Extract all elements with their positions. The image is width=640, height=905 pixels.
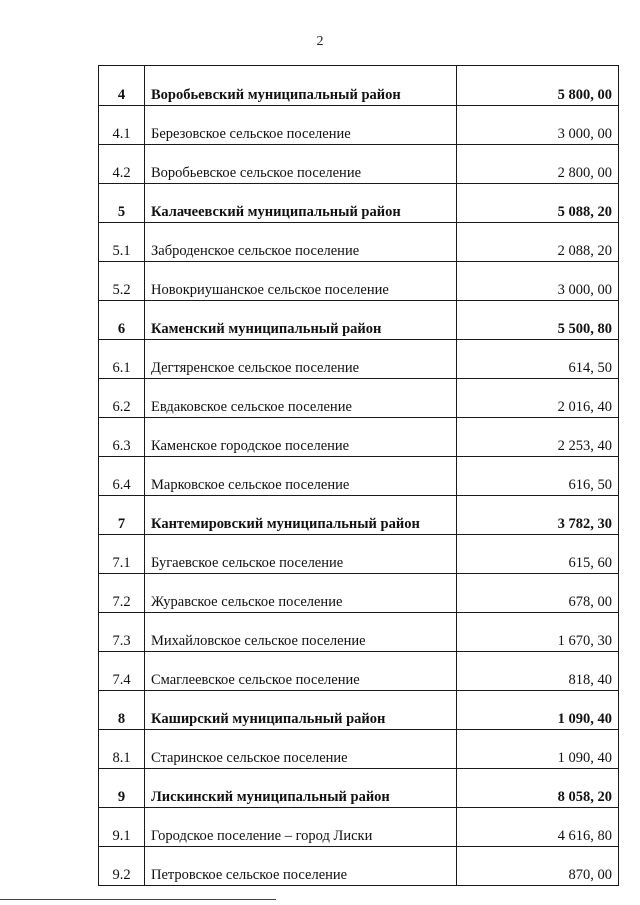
row-number: 5.2 bbox=[99, 262, 145, 301]
settlement-name: Старинское сельское поселение bbox=[145, 730, 457, 769]
row-number: 4.1 bbox=[99, 106, 145, 145]
settlement-row bbox=[99, 340, 619, 379]
district-row bbox=[99, 691, 619, 730]
allocation-amount: 2 800, 00 bbox=[457, 145, 619, 184]
settlement-name: Воробьевское сельское поселение bbox=[145, 145, 457, 184]
row-number: 5 bbox=[99, 184, 145, 223]
allocation-amount: 3 000, 00 bbox=[457, 262, 619, 301]
row-number: 6 bbox=[99, 301, 145, 340]
settlement-name: Городское поселение – город Лиски bbox=[145, 808, 457, 847]
settlement-name: Смаглеевское сельское поселение bbox=[145, 652, 457, 691]
settlement-row bbox=[99, 730, 619, 769]
settlement-name: Заброденское сельское поселение bbox=[145, 223, 457, 262]
settlement-row bbox=[99, 847, 619, 886]
settlement-row bbox=[99, 535, 619, 574]
row-number: 6.1 bbox=[99, 340, 145, 379]
allocation-amount: 3 782, 30 bbox=[457, 496, 619, 535]
allocation-amount: 4 616, 80 bbox=[457, 808, 619, 847]
allocation-amount: 1 670, 30 bbox=[457, 613, 619, 652]
row-number: 7.1 bbox=[99, 535, 145, 574]
allocation-amount: 8 058, 20 bbox=[457, 769, 619, 808]
settlement-row bbox=[99, 574, 619, 613]
district-name: Каширский муниципальный район bbox=[145, 691, 457, 730]
district-row bbox=[99, 184, 619, 223]
allocation-amount: 3 000, 00 bbox=[457, 106, 619, 145]
settlement-name: Березовское сельское поселение bbox=[145, 106, 457, 145]
settlement-name: Бугаевское сельское поселение bbox=[145, 535, 457, 574]
settlement-name: Евдаковское сельское поселение bbox=[145, 379, 457, 418]
allocation-amount: 5 088, 20 bbox=[457, 184, 619, 223]
district-row bbox=[99, 66, 619, 106]
budget-allocation-table bbox=[98, 65, 619, 886]
row-number: 8 bbox=[99, 691, 145, 730]
row-number: 7 bbox=[99, 496, 145, 535]
row-number: 4.2 bbox=[99, 145, 145, 184]
allocation-amount: 678, 00 bbox=[457, 574, 619, 613]
allocation-amount: 616, 50 bbox=[457, 457, 619, 496]
row-number: 9 bbox=[99, 769, 145, 808]
allocation-amount: 615, 60 bbox=[457, 535, 619, 574]
settlement-row bbox=[99, 808, 619, 847]
settlement-row bbox=[99, 106, 619, 145]
page-number: 2 bbox=[316, 34, 324, 49]
allocation-amount: 818, 40 bbox=[457, 652, 619, 691]
allocation-amount: 1 090, 40 bbox=[457, 691, 619, 730]
settlement-name: Петровское сельское поселение bbox=[145, 847, 457, 886]
settlement-name: Журавское сельское поселение bbox=[145, 574, 457, 613]
row-number: 7.4 bbox=[99, 652, 145, 691]
allocation-amount: 2 088, 20 bbox=[457, 223, 619, 262]
row-number: 9.1 bbox=[99, 808, 145, 847]
district-name: Воробьевский муниципальный район bbox=[145, 66, 457, 106]
row-number: 8.1 bbox=[99, 730, 145, 769]
allocation-amount: 2 253, 40 bbox=[457, 418, 619, 457]
allocation-amount: 870, 00 bbox=[457, 847, 619, 886]
district-name: Каменский муниципальный район bbox=[145, 301, 457, 340]
settlement-name: Новокриушанское сельское поселение bbox=[145, 262, 457, 301]
row-number: 7.3 bbox=[99, 613, 145, 652]
footnote-divider bbox=[0, 899, 276, 900]
settlement-name: Дегтяренское сельское поселение bbox=[145, 340, 457, 379]
settlement-row bbox=[99, 262, 619, 301]
settlement-row bbox=[99, 418, 619, 457]
settlement-row bbox=[99, 613, 619, 652]
settlement-name: Каменское городское поселение bbox=[145, 418, 457, 457]
row-number: 9.2 bbox=[99, 847, 145, 886]
allocation-amount: 1 090, 40 bbox=[457, 730, 619, 769]
settlement-row bbox=[99, 223, 619, 262]
district-name: Калачеевский муниципальный район bbox=[145, 184, 457, 223]
settlement-name: Михайловское сельское поселение bbox=[145, 613, 457, 652]
row-number: 6.2 bbox=[99, 379, 145, 418]
district-name: Лискинский муниципальный район bbox=[145, 769, 457, 808]
row-number: 5.1 bbox=[99, 223, 145, 262]
allocation-amount: 2 016, 40 bbox=[457, 379, 619, 418]
row-number: 6.4 bbox=[99, 457, 145, 496]
allocation-amount: 614, 50 bbox=[457, 340, 619, 379]
row-number: 7.2 bbox=[99, 574, 145, 613]
district-row bbox=[99, 496, 619, 535]
district-name: Кантемировский муниципальный район bbox=[145, 496, 457, 535]
district-row bbox=[99, 769, 619, 808]
row-number: 6.3 bbox=[99, 418, 145, 457]
settlement-row bbox=[99, 457, 619, 496]
settlement-row bbox=[99, 379, 619, 418]
table-body bbox=[99, 66, 619, 886]
settlement-name: Марковское сельское поселение bbox=[145, 457, 457, 496]
settlement-row bbox=[99, 145, 619, 184]
allocation-amount: 5 500, 80 bbox=[457, 301, 619, 340]
settlement-row bbox=[99, 652, 619, 691]
allocation-amount: 5 800, 00 bbox=[457, 66, 619, 106]
district-row bbox=[99, 301, 619, 340]
row-number: 4 bbox=[99, 66, 145, 106]
